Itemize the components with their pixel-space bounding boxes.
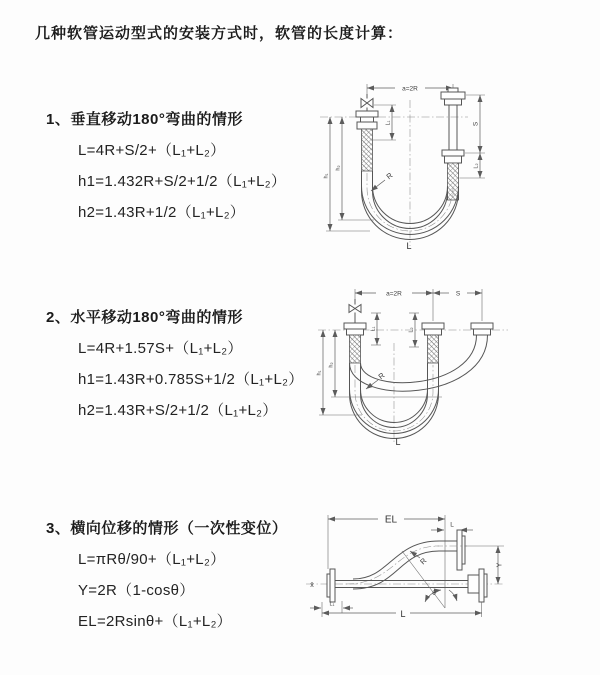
radius-callout xyxy=(366,370,387,389)
dimension-el xyxy=(328,515,445,609)
valve-icon xyxy=(361,94,373,111)
dimension-l1 xyxy=(310,601,353,613)
section-2-heading: 2、水平移动180°弯曲的情形 xyxy=(46,309,243,326)
dim-label-y: Y xyxy=(496,562,504,568)
diagram-lateral-displacement xyxy=(298,505,598,645)
left-flange-and-hose xyxy=(356,111,378,171)
radius-callout xyxy=(371,170,395,191)
section-lateral-displacement xyxy=(46,517,287,631)
dim-label-el: EL xyxy=(384,514,398,526)
dim-label-theta: θ xyxy=(432,590,436,597)
left-flange-and-hose xyxy=(344,323,366,363)
dim-label-r: R xyxy=(376,370,387,382)
dim-label-l2: L₂ xyxy=(473,163,480,169)
right-lower-flange xyxy=(468,569,487,602)
left-flange xyxy=(327,569,335,602)
dim-label-l: L xyxy=(400,609,406,619)
right-flange-and-hose xyxy=(441,88,465,200)
dimension-l-total xyxy=(322,602,482,619)
diagram-vertical-180-bend xyxy=(312,78,557,253)
dim-label-h2: h₂ xyxy=(328,362,335,368)
dim-label-l1: L₁ xyxy=(385,120,392,126)
dimension-l2 xyxy=(409,313,420,347)
valve-icon xyxy=(349,299,361,323)
formula-h1: h1=1.432R+S/2+1/2（L₁+L₂） xyxy=(78,173,287,190)
page-title: 几种软管运动型式的安装方式时，软管的长度计算： xyxy=(35,25,404,42)
formula-l: L=4R+S/2+（L₁+L₂） xyxy=(78,142,226,159)
middle-flange-and-hose xyxy=(422,323,444,363)
dimension-l1 xyxy=(371,313,382,345)
dimension-a-2r xyxy=(367,84,453,94)
dim-label-h2: h₂ xyxy=(335,165,342,171)
formula-el: EL=2Rsinθ+（L₁+L₂） xyxy=(78,613,232,630)
dim-label-a2r: a=2R xyxy=(402,85,418,93)
dim-label-l1: L₁ xyxy=(329,601,335,608)
dimension-s-and-l2 xyxy=(460,95,486,178)
dim-label-l-total: L xyxy=(406,241,412,251)
section-vertical-180 xyxy=(46,108,286,222)
dimension-a-2r-and-s xyxy=(355,289,482,321)
diagram-horizontal-180-bend xyxy=(310,285,565,450)
formula-l: L=πRθ/90+（L₁+L₂） xyxy=(78,551,226,568)
dim-label-r: R xyxy=(418,556,429,567)
mark-xbar: x̄ xyxy=(310,582,314,589)
formula-h2: h2=1.43R+1/2（L₁+L₂） xyxy=(78,204,246,221)
section-1-heading: 1、垂直移动180°弯曲的情形 xyxy=(46,111,243,128)
dimension-fitting-l xyxy=(431,522,473,531)
formula-l: L=4R+1.57S+（L₁+L₂） xyxy=(78,340,243,357)
dim-label-r: R xyxy=(384,170,395,182)
dim-label-h1: h₁ xyxy=(323,173,330,179)
radius-callout xyxy=(410,551,429,566)
formula-y: Y=2R（1-cosθ） xyxy=(78,582,195,599)
right-flange xyxy=(471,323,493,335)
upper-flange xyxy=(435,530,467,570)
section-3-heading: 3、横向位移的情形（一次性变位） xyxy=(46,520,288,537)
dim-label-l-total: L xyxy=(395,437,401,447)
dim-label-a2r: a=2R xyxy=(386,290,402,298)
dim-label-s: S xyxy=(472,121,480,127)
section-horizontal-180 xyxy=(46,306,304,420)
dim-label-l2: L₂ xyxy=(408,327,415,333)
dim-label-h1: h₁ xyxy=(316,370,323,376)
formula-h1: h1=1.43R+0.785S+1/2（L₁+L₂） xyxy=(78,371,304,388)
dim-label-l1: L₁ xyxy=(370,326,377,332)
centerline-mark xyxy=(310,582,314,589)
formula-h2: h2=1.43R+S/2+1/2（L₁+L₂） xyxy=(78,402,278,419)
dim-label-s: S xyxy=(455,290,461,298)
dim-label-fit-l: L xyxy=(450,521,454,529)
hose-shallow-u-bend xyxy=(350,335,488,391)
